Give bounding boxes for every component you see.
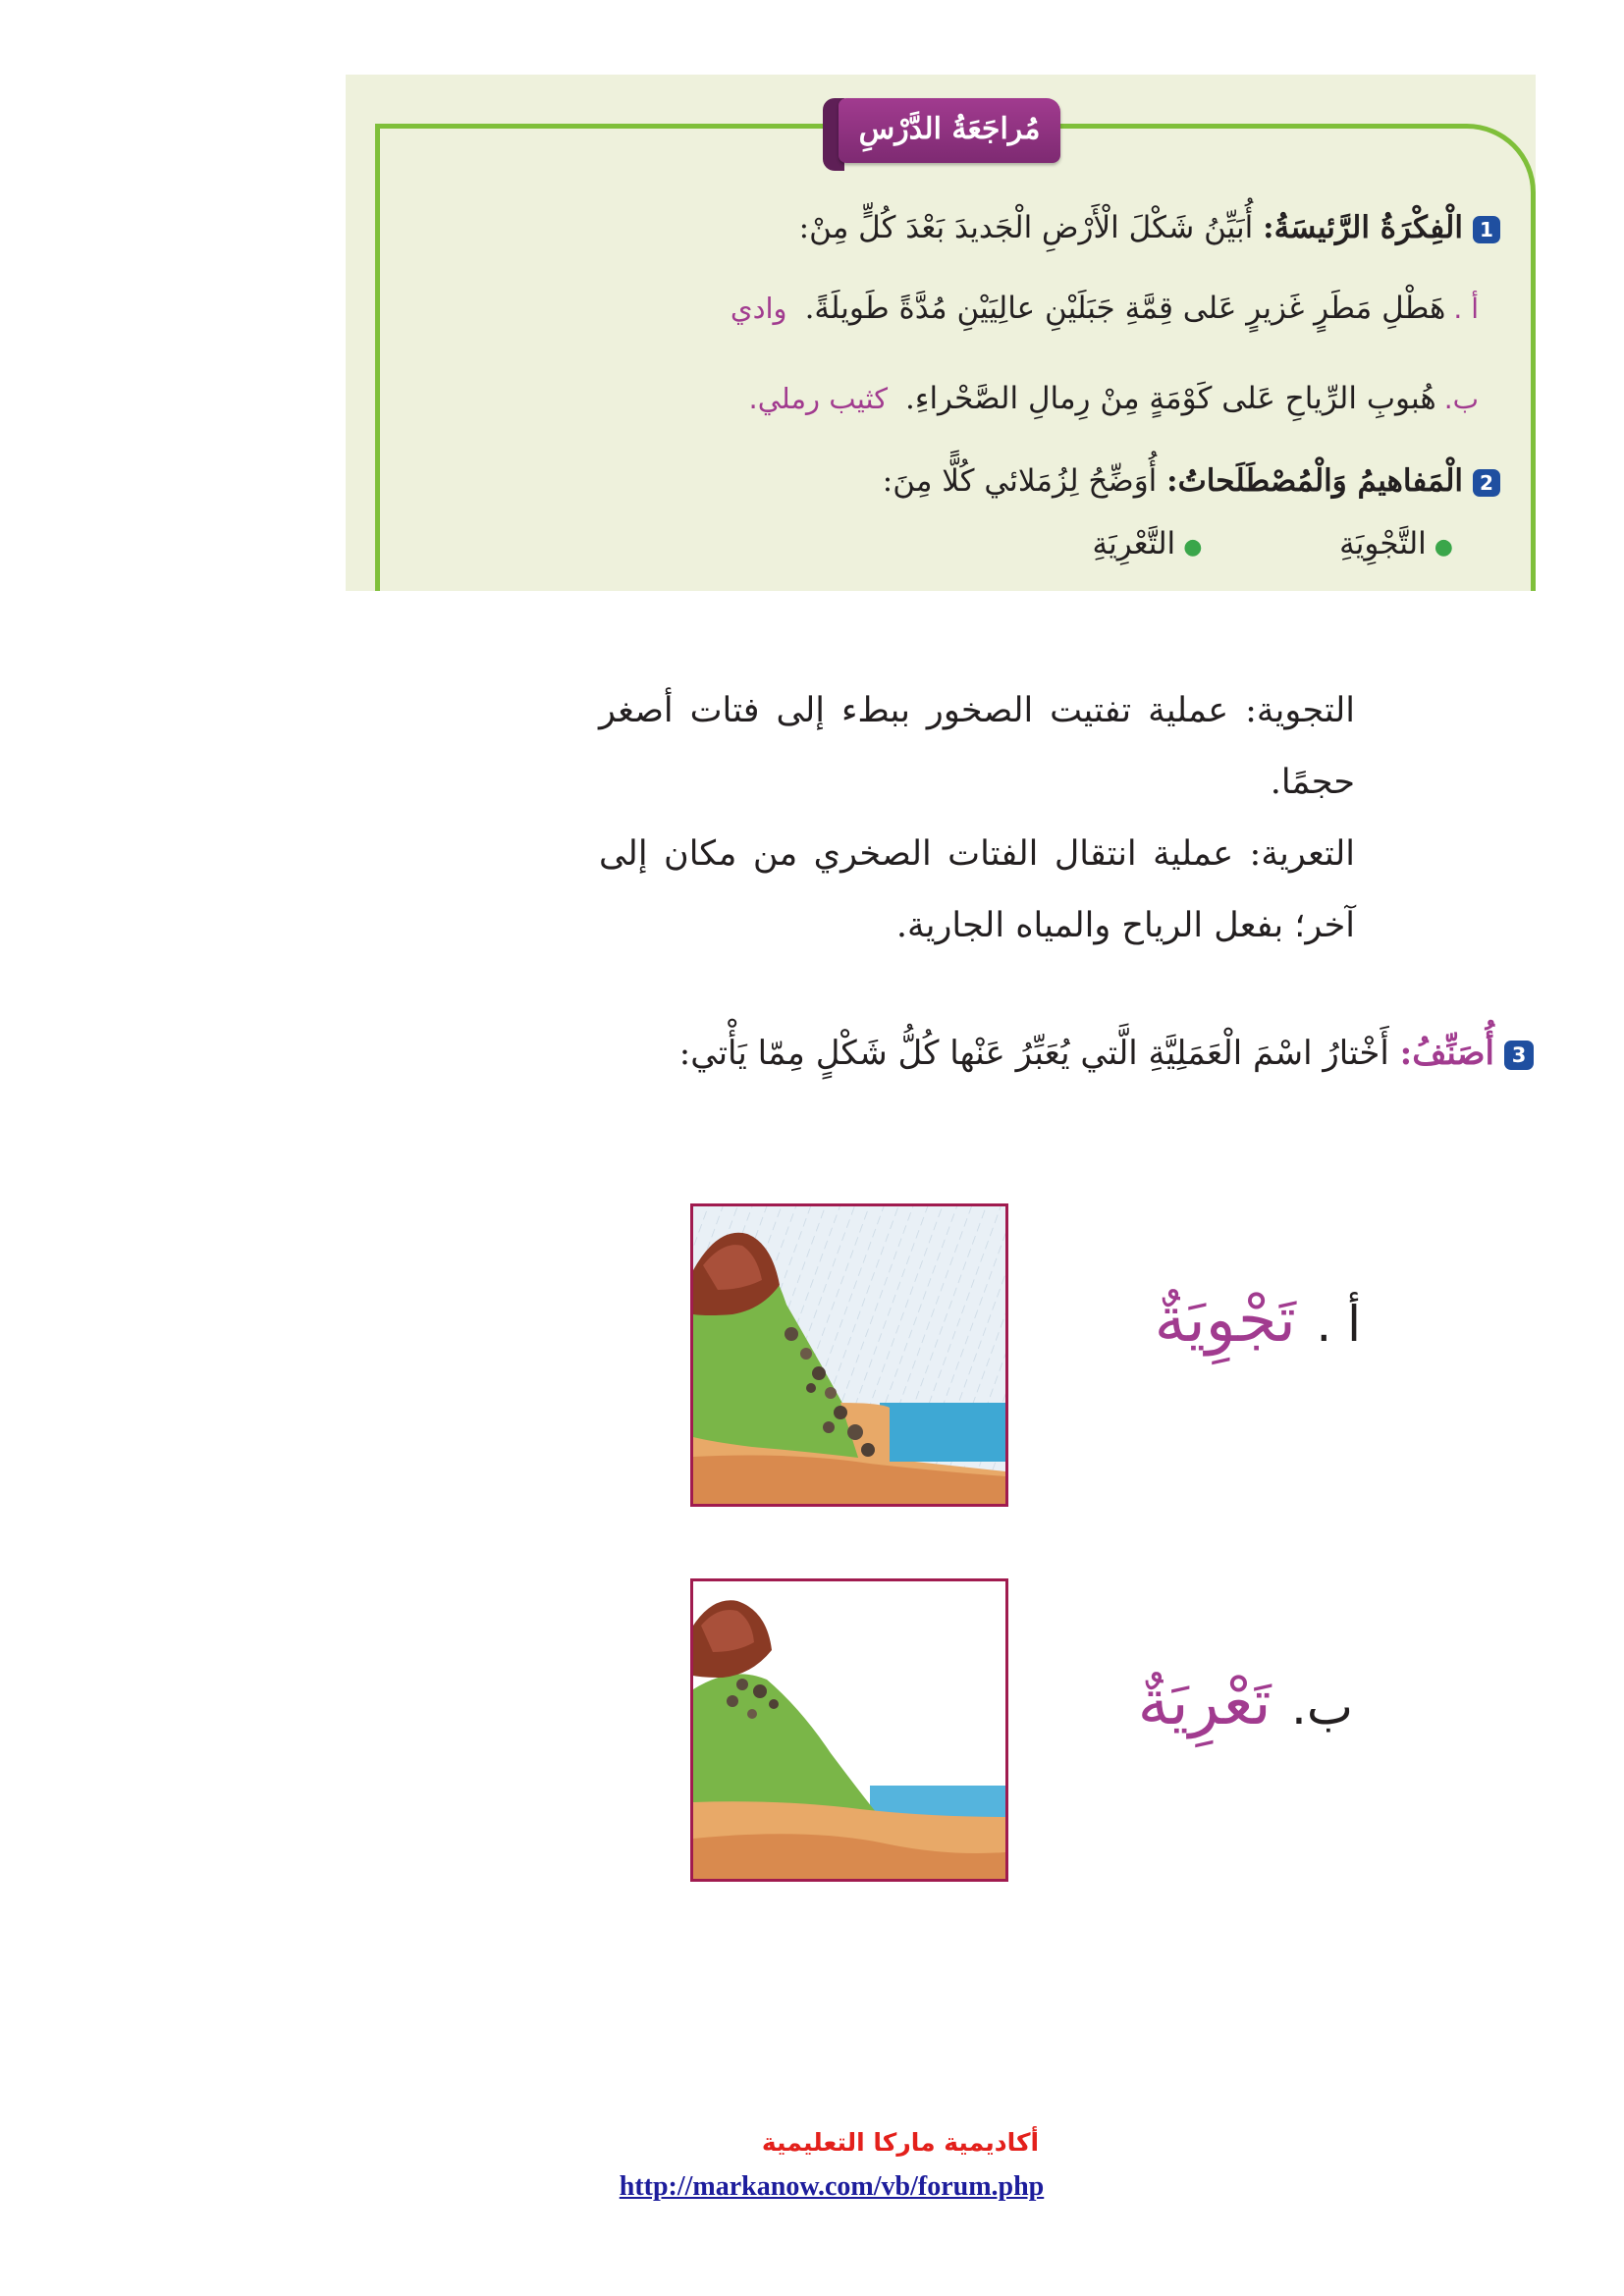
question-1 — [799, 206, 1500, 249]
academy-name: أكاديمية ماركا التعليمية — [761, 2128, 1040, 2157]
term-erosion: التَّعْرِيَةِ — [1092, 526, 1176, 561]
part-a-answer: وادي — [730, 292, 787, 325]
erosion-label — [1138, 1659, 1353, 1751]
question-1-part-b — [748, 377, 1479, 421]
erosion-illustration — [690, 1578, 1008, 1882]
question-1-part-a — [731, 287, 1479, 331]
term-weathering: التَّجْوِيَةِ — [1339, 526, 1427, 561]
question-2-number-badge: 2 — [1473, 469, 1500, 497]
forum-link[interactable]: http://markanow.com/vb/forum.php — [619, 2171, 1045, 2202]
picture-a-letter: أ . — [1316, 1296, 1361, 1353]
part-b-letter: ب. — [1443, 383, 1479, 415]
question-2-title: الْمَفاهيمُ وَالْمُصْطَلَحاتُ: — [1166, 463, 1463, 499]
part-b-answer: كثيب رملي. — [748, 382, 889, 415]
definitions-answer — [599, 675, 1355, 962]
review-panel-border — [375, 124, 1536, 591]
question-3-text: أَخْتارُ اسْمَ الْعَمَلِيَّةِ الَّتي يُعَبِّرُ عَنْها كُلُّ شَكْلٍ مِمّا يَأْتي: — [678, 1034, 1389, 1073]
lesson-review-panel — [346, 75, 1536, 591]
weathering-definition: التجوية: عملية تفتيت الصخور ببطء إلى فتات أصغر حجمًا. — [599, 691, 1355, 802]
weathering-illustration — [690, 1203, 1008, 1507]
picture-b-letter: ب. — [1291, 1679, 1353, 1735]
bullet-icon: ● — [1434, 535, 1453, 560]
bullet-icon: ● — [1183, 535, 1203, 560]
erosion-definition: التعرية: عملية انتقال الفتات الصخري من مكان إلى آخر؛ بفعل الرياح والمياه الجارية. — [599, 834, 1355, 945]
question-2-terms — [1092, 522, 1453, 569]
question-2 — [883, 459, 1500, 503]
question-3 — [679, 1029, 1534, 1078]
question-1-title: الْفِكْرَةُ الرَّئيسَةُ: — [1263, 210, 1463, 245]
question-1-text: أُبَيِّنُ شَكْلَ الْأَرْضِ الْجَديدَ بَعْدَ كُلٍّ مِنْ: — [798, 210, 1254, 245]
part-a-letter: أ . — [1453, 293, 1479, 325]
part-a-text: هَطْلِ مَطَرٍ غَزيرٍ عَلى قِمَّةِ جَبَلَيْنِ عالِيَيْنِ مُدَّةً طَويلَةً. — [804, 291, 1446, 326]
part-b-text: هُبوبِ الرِّياحِ عَلى كَوْمَةٍ مِنْ رِمالِ الصَّحْراءِ. — [905, 381, 1436, 416]
question-3-title: أُصَنِّفُ: — [1399, 1034, 1494, 1073]
picture-a-answer: تَجْوِيَةٌ — [1154, 1284, 1296, 1357]
question-3-number-badge: 3 — [1504, 1041, 1534, 1070]
review-banner-title: مُراجَعَةُ الدَّرْسِ — [839, 98, 1060, 163]
question-2-text: أُوَضِّحُ لِزُمَلائي كُلًّا مِنَ: — [882, 463, 1158, 499]
question-1-number-badge: 1 — [1473, 216, 1500, 243]
picture-b-answer: تَعْرِيَةٌ — [1137, 1667, 1272, 1739]
weathering-label — [1155, 1276, 1361, 1368]
